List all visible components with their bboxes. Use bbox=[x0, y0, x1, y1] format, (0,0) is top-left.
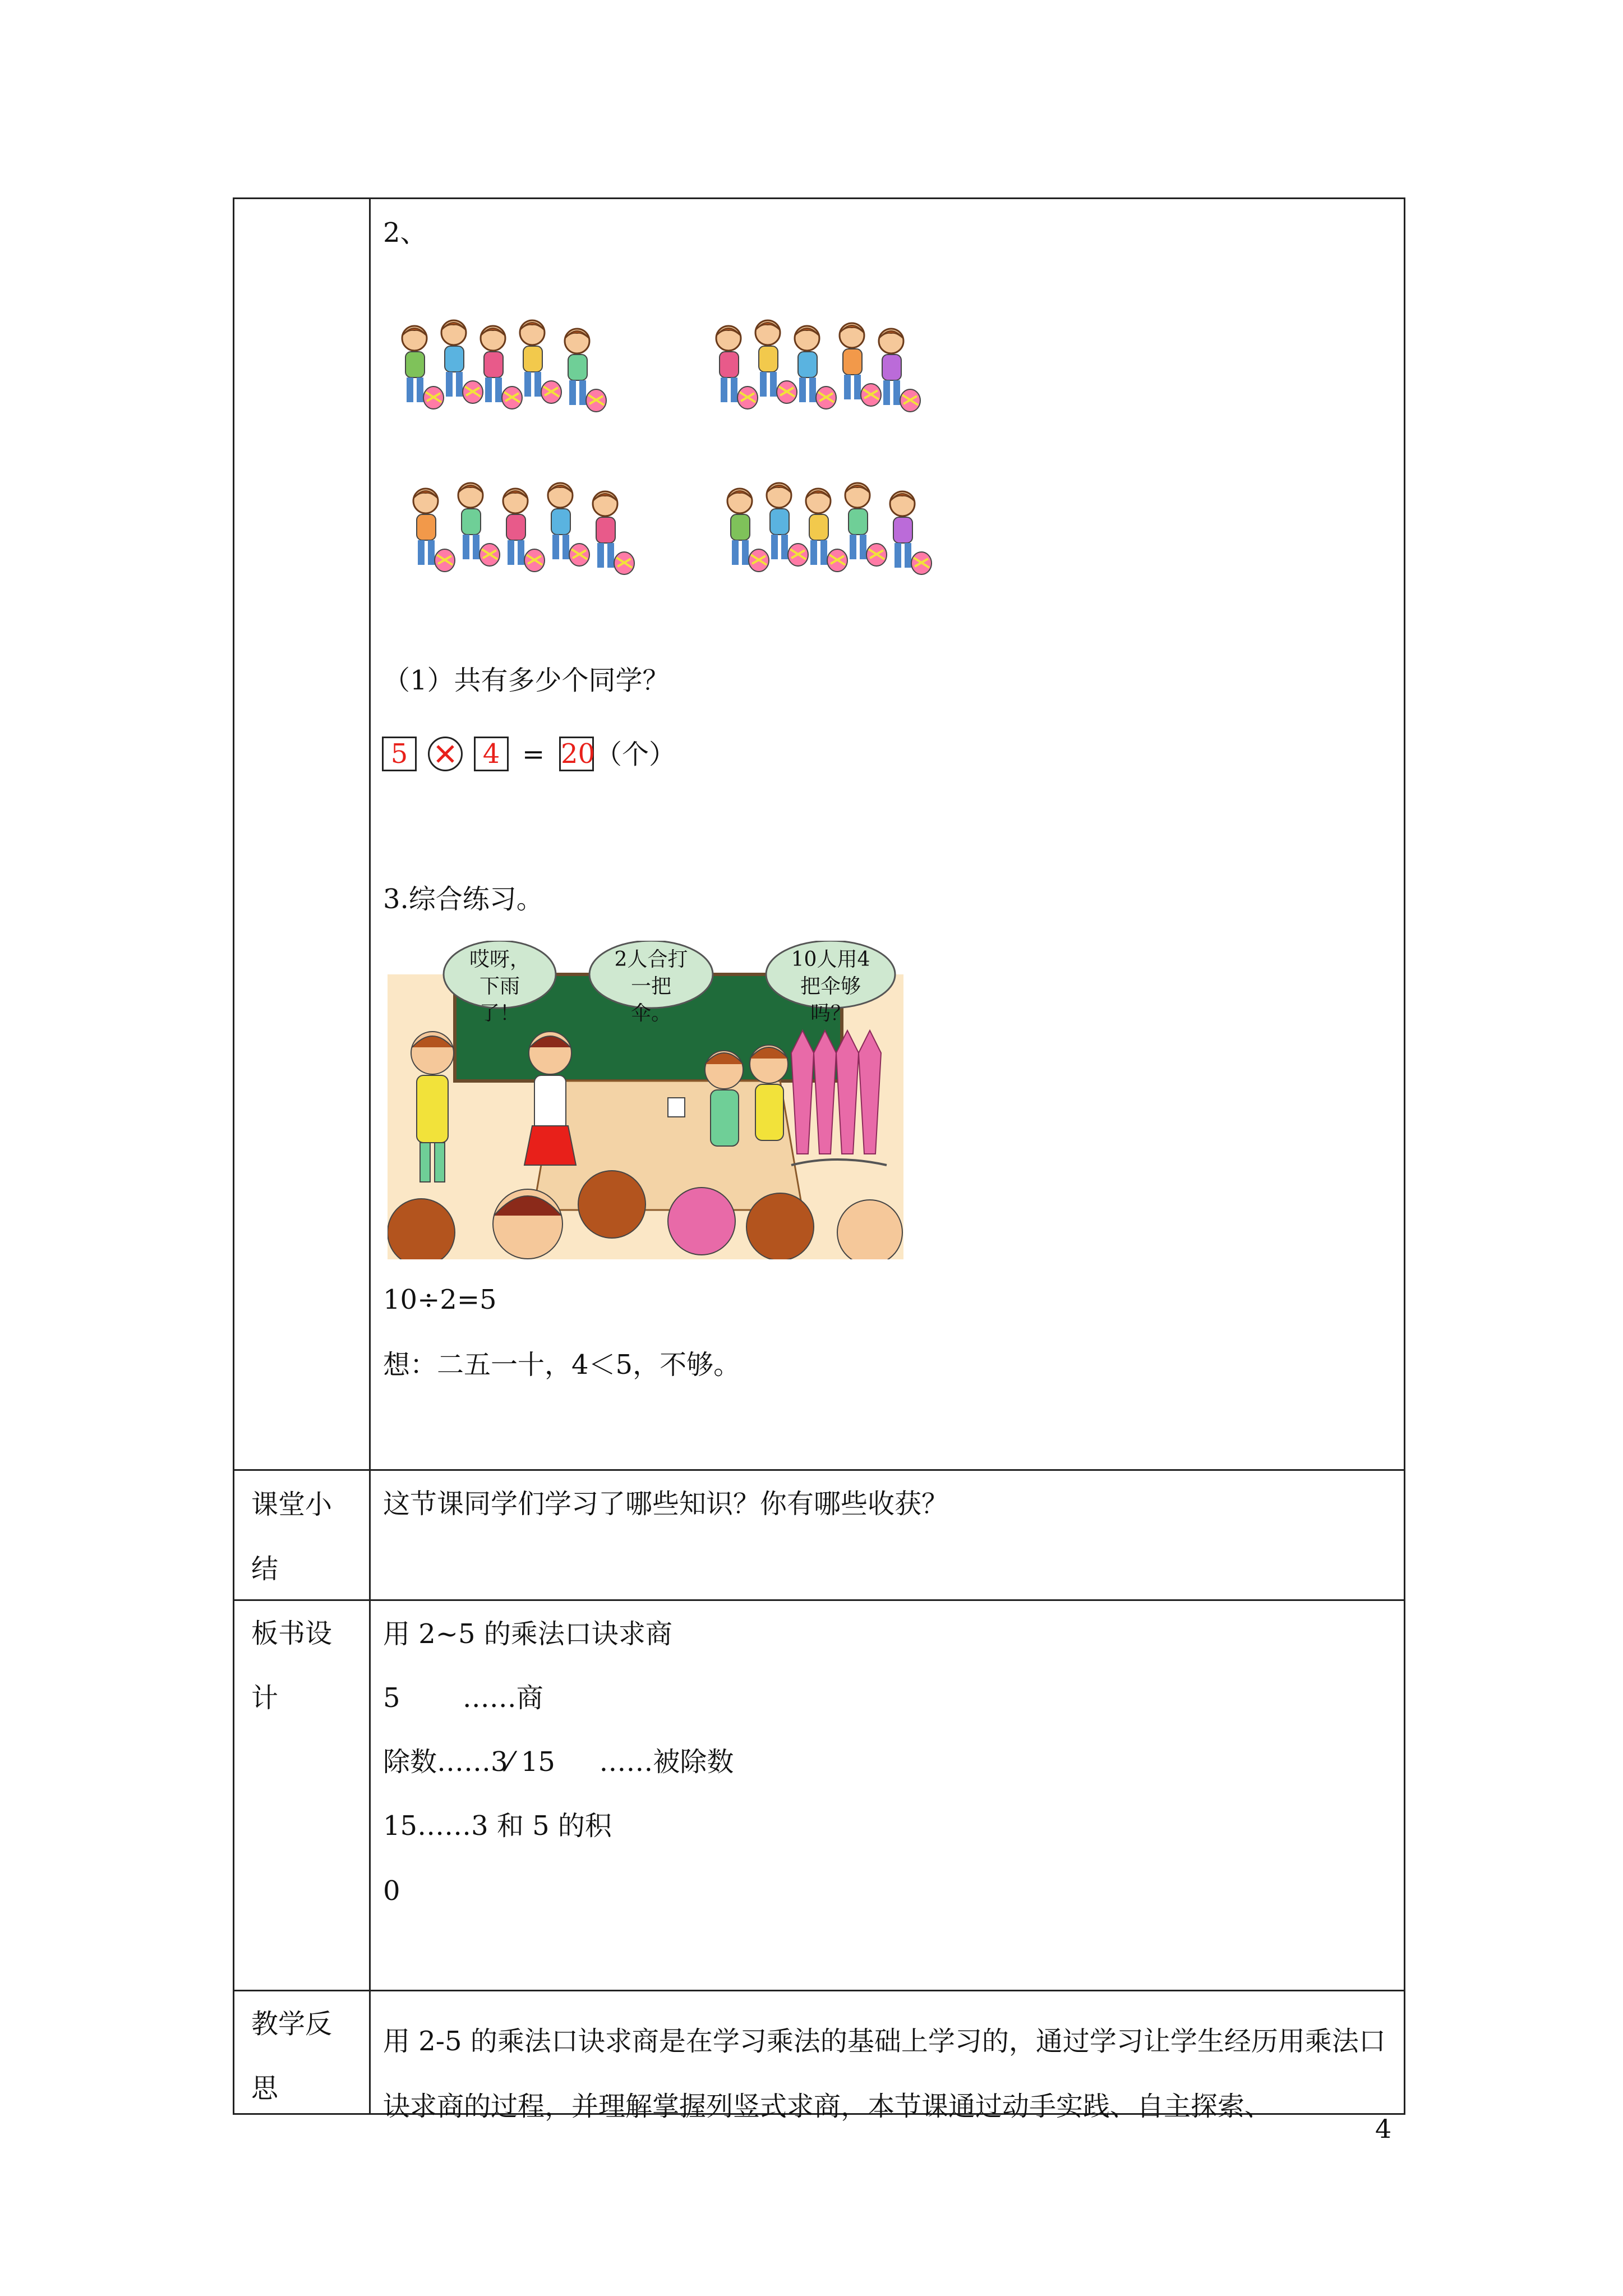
think-note: 想：二五一十，4＜5，不够。 bbox=[383, 1349, 741, 1381]
answer-box-20: 20 bbox=[559, 737, 594, 771]
board-design-label: 板书设计 bbox=[251, 1618, 333, 1714]
board-line-3: 除数……3⁄ 15 ……被除数 bbox=[383, 1746, 734, 1778]
question-1: （1）共有多少个同学？ bbox=[383, 665, 670, 696]
row-divider bbox=[234, 1990, 1404, 1991]
item-3-label: 3.综合练习。 bbox=[383, 884, 543, 915]
row-divider bbox=[234, 1469, 1404, 1471]
equation-row bbox=[382, 737, 774, 776]
speech-bubble-2: 2人合打一把伞。 bbox=[614, 948, 688, 1025]
classroom-umbrella-illustration bbox=[388, 941, 903, 1259]
unit-label: （个） bbox=[595, 739, 676, 770]
reflection-label: 教学反思 bbox=[251, 2008, 333, 2104]
board-line-5: 0 bbox=[383, 1875, 400, 1907]
answer-box-5: 5 bbox=[382, 737, 417, 771]
equals-sign: = bbox=[522, 739, 545, 770]
lesson-table bbox=[233, 197, 1405, 2122]
row-divider bbox=[234, 1599, 1404, 1601]
speech-bubble-1: 哎呀，下雨了！ bbox=[469, 948, 530, 1025]
summary-label: 课堂小结 bbox=[251, 1489, 333, 1585]
main-content-cell bbox=[371, 199, 1404, 1469]
item-2-label: 2、 bbox=[383, 217, 427, 249]
speech-bubble-3: 10人用4把伞够吗？ bbox=[791, 948, 870, 1025]
board-line-4: 15……3 和 5 的积 bbox=[383, 1810, 612, 1842]
reflection-text: 用 2-5 的乘法口诀求商是在学习乘法的基础上学习的，通过学习让学生经历用乘法口诀求商的过程，并理解掌握列竖式求商，本节课通过动手实践、自主探索、 bbox=[383, 2026, 1386, 2122]
answer-box-4: 4 bbox=[474, 737, 509, 771]
board-line-2: 5 ……商 bbox=[383, 1682, 543, 1714]
multiply-circle-icon bbox=[428, 737, 463, 771]
calculation: 10÷2=5 bbox=[383, 1284, 497, 1315]
children-with-balls-illustration bbox=[398, 300, 1015, 625]
page-number: 4 bbox=[1375, 2114, 1392, 2144]
board-line-1: 用 2~5 的乘法口诀求商 bbox=[383, 1618, 672, 1650]
summary-text: 这节课同学们学习了哪些知识？你有哪些收获？ bbox=[383, 1488, 949, 1520]
